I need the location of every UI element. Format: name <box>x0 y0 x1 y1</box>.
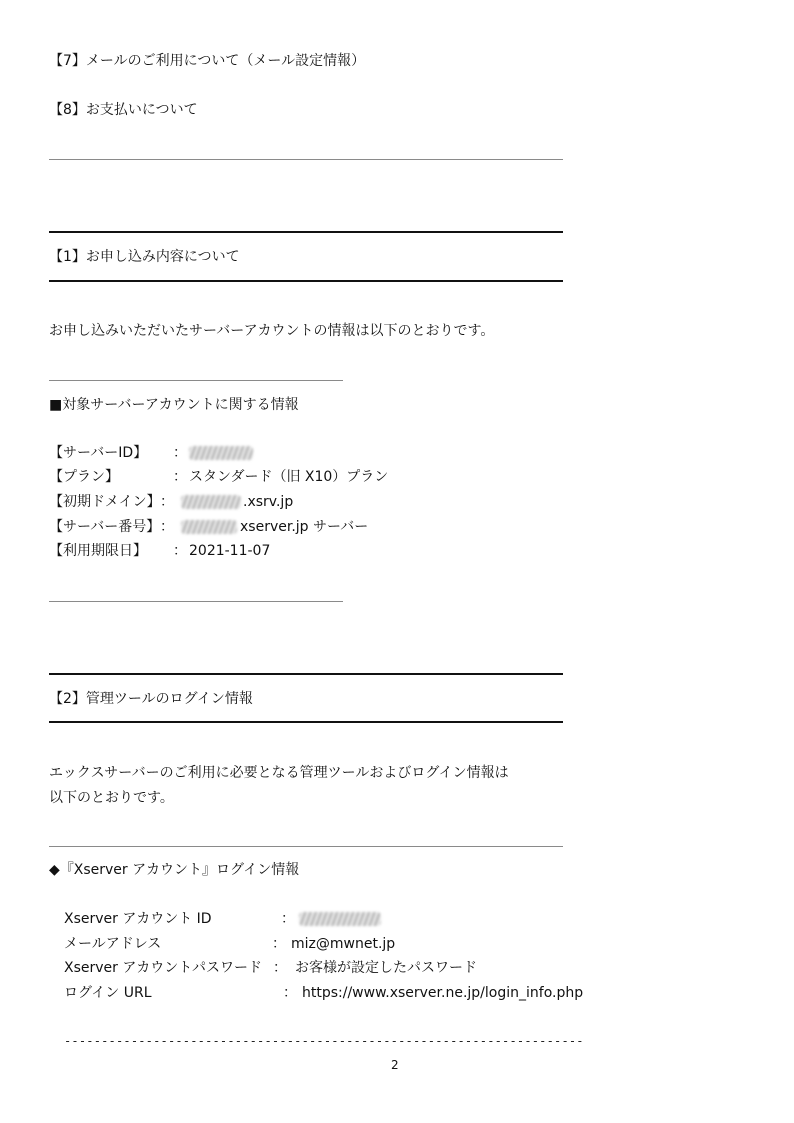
divider <box>49 159 563 160</box>
login-url-value: https://www.xserver.ne.jp/login_info.php <box>302 985 584 1001</box>
section-1-heading: 【1】お申し込み内容について <box>49 249 240 265</box>
account-id-label: Xserver アカウント ID <box>64 911 212 927</box>
initial-domain-value: .xsrv.jp <box>243 494 294 510</box>
toc-item-8: 【8】お支払いについて <box>49 102 198 118</box>
section-2-intro-line-2: 以下のとおりです。 <box>49 790 174 806</box>
server-number-label: 【サーバー番号】 <box>49 519 161 535</box>
page-number: 2 <box>391 1058 399 1072</box>
email-value: miz@mwnet.jp <box>291 936 396 952</box>
server-id-label: 【サーバーID】 <box>49 445 148 461</box>
section-rule-bottom <box>49 280 563 282</box>
initial-domain-label: 【初期ドメイン】 <box>49 494 161 510</box>
initial-domain-sep: ： <box>160 494 174 510</box>
server-account-subheading: ■対象サーバーアカウントに関する情報 <box>49 397 299 413</box>
plan-sep: ： <box>173 469 187 485</box>
subsection-divider <box>49 380 343 381</box>
plan-label: 【プラン】 <box>49 469 119 485</box>
server-number-sep: ： <box>160 519 174 535</box>
subsection-divider <box>49 846 563 847</box>
redacted-server-number <box>181 520 237 534</box>
xserver-account-subheading: ◆『Xserver アカウント』ログイン情報 <box>49 862 300 878</box>
toc-item-7: 【7】メールのご利用について（メール設定情報） <box>49 53 366 69</box>
expiry-date-label: 【利用期限日】 <box>49 543 147 559</box>
password-value: お客様が設定したパスワード <box>295 960 477 976</box>
section-rule-bottom <box>49 721 563 723</box>
server-id-sep: ： <box>173 445 187 461</box>
plan-value: スタンダード（旧 X10）プラン <box>189 469 389 485</box>
section-rule-top <box>49 231 563 233</box>
redacted-server-id <box>189 446 253 460</box>
expiry-date-value: 2021-11-07 <box>189 543 271 559</box>
section-2-heading: 【2】管理ツールのログイン情報 <box>49 691 253 707</box>
dashed-separator: ---------------------------------------------------------------------- <box>64 1034 584 1048</box>
password-label: Xserver アカウントパスワード <box>64 960 262 976</box>
section-1-intro: お申し込みいただいたサーバーアカウントの情報は以下のとおりです。 <box>49 323 495 339</box>
server-number-value: xserver.jp サーバー <box>240 519 369 535</box>
login-url-sep: ： <box>283 985 297 1001</box>
email-sep: ： <box>272 936 286 952</box>
subsection-divider <box>49 601 343 602</box>
section-rule-top <box>49 673 563 675</box>
redacted-account-id <box>299 912 381 926</box>
expiry-date-sep: ： <box>173 543 187 559</box>
email-label: メールアドレス <box>64 936 162 952</box>
account-id-sep: ： <box>281 911 295 927</box>
login-url-label: ログイン URL <box>64 985 152 1001</box>
redacted-domain <box>181 495 241 509</box>
password-sep: ： <box>273 960 287 976</box>
section-2-intro-line-1: エックスサーバーのご利用に必要となる管理ツールおよびログイン情報は <box>49 765 509 781</box>
